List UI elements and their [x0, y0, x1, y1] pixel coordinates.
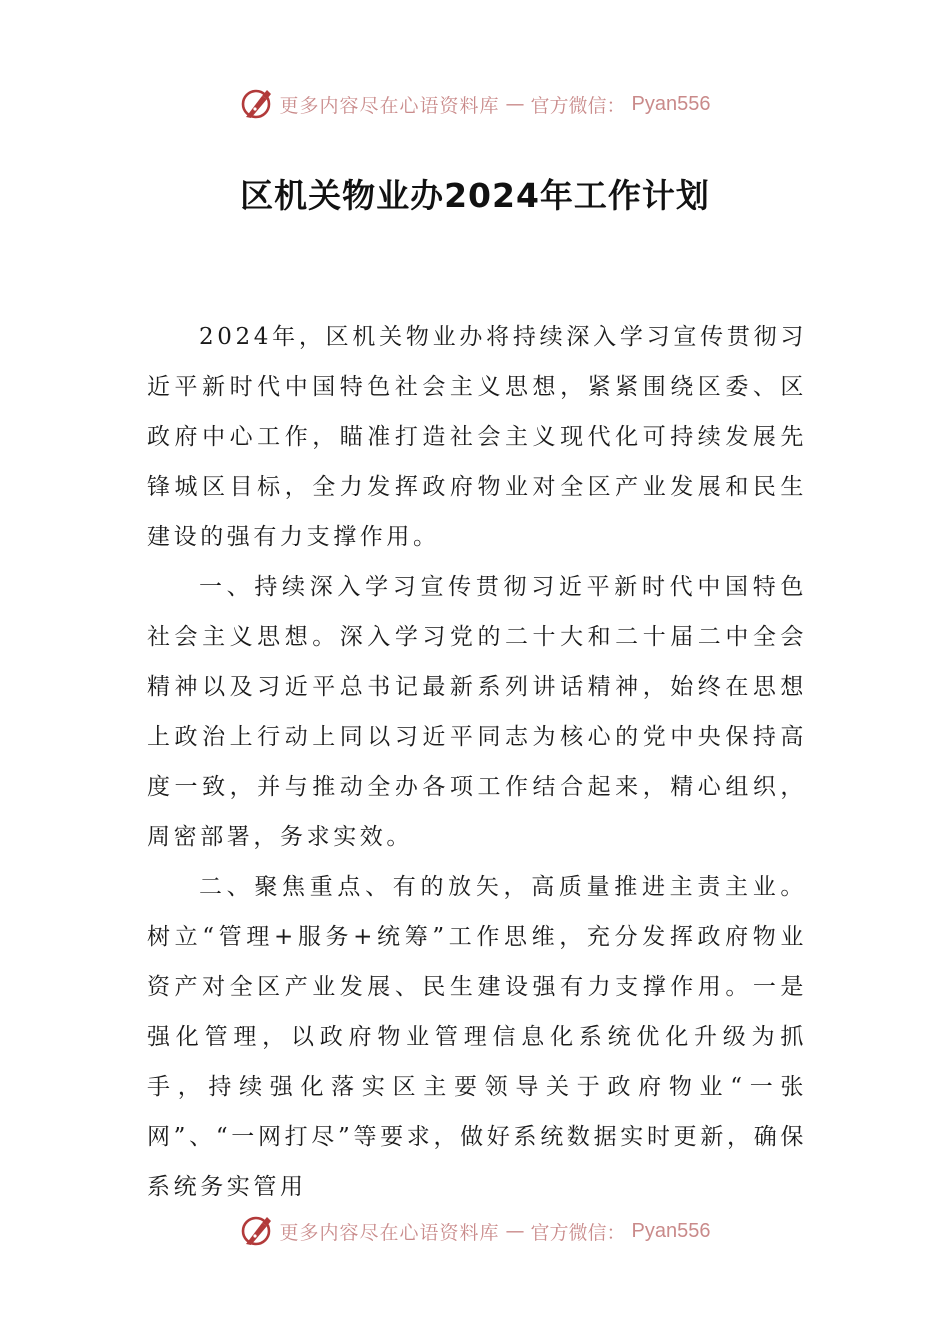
- pen-nib-circle-icon: [240, 1214, 274, 1248]
- paragraph-intro: 2024年，区机关物业办将持续深入学习宣传贯彻习近平新时代中国特色社会主义思想，紧紧围绕区委、区政府中心工作，瞄准打造社会主义现代化可持续发展先锋城区目标，全力发挥政府物业对全区产业发展和民生建设的强有力支撑作用。: [147, 324, 807, 550]
- watermark-dash: —: [505, 1220, 525, 1242]
- watermark-wechat-label: 官方微信：: [530, 1221, 626, 1244]
- watermark-wechat-id: Pyan556: [631, 92, 711, 115]
- watermark-text: 更多内容尽在心语资料库: [279, 1221, 500, 1244]
- footer-watermark-banner: [0, 1211, 950, 1251]
- watermark-wechat-id: Pyan556: [631, 1219, 711, 1242]
- watermark-dash: —: [505, 93, 525, 115]
- document-body: [147, 312, 807, 1212]
- paragraph-section-1: 一、持续深入学习宣传贯彻习近平新时代中国特色社会主义思想。深入学习党的二十大和二十届二中全会精神以及习近平总书记最新系列讲话精神，始终在思想上政治上行动上同以习近平同志为核心的党中央保持高度一致，并与推动全办各项工作结合起来，精心组织，周密部署，务求实效。: [147, 574, 807, 850]
- watermark-wechat-label: 官方微信：: [530, 94, 626, 117]
- paragraph-section-2: 二、聚焦重点、有的放矢，高质量推进主责主业。树立“管理+服务+统筹”工作思维，充分发挥政府物业资产对全区产业发展、民生建设强有力支撑作用。一是强化管理，以政府物业管理信息化系统优化升级为抓手，持续强化落实区主要领导关于政府物业“一张网”、“一网打尽”等要求，做好系统数据实时更新，确保系统务实管用: [147, 874, 807, 1200]
- document-title: 区机关物业办2024年工作计划: [240, 176, 710, 215]
- pen-nib-circle-icon: [240, 87, 274, 121]
- watermark-text: 更多内容尽在心语资料库: [279, 94, 500, 117]
- header-watermark-banner: [0, 84, 950, 124]
